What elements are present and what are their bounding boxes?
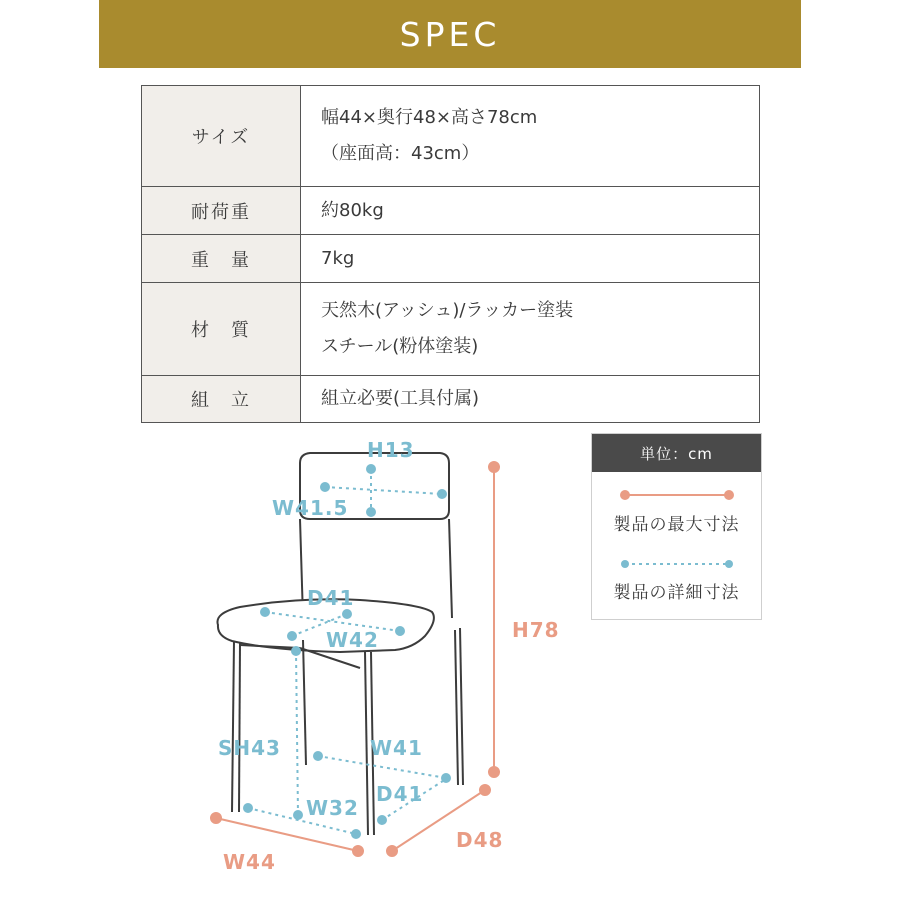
dim-label-d48: D48 [456, 828, 504, 852]
value-line: 組立必要(工具付属) [321, 388, 480, 409]
dim-label-w41-5: W41.5 [272, 496, 349, 520]
dim-label-w42: W42 [326, 628, 379, 652]
leg-back-right [455, 630, 458, 785]
dim-label-h78: H78 [512, 618, 560, 642]
dim-label-d41-seat: D41 [307, 586, 355, 610]
value-line: （座面高：43cm） [321, 143, 480, 164]
row-label: サイズ [142, 86, 301, 187]
row-label: 組 立 [142, 376, 301, 423]
value-line: スチール(粉体塗装) [321, 336, 479, 357]
row-label: 重 量 [142, 235, 301, 283]
value-line: 7kg [321, 247, 355, 269]
dim-label-h13: H13 [367, 438, 415, 462]
legend-unit: 単位：cm [592, 434, 761, 472]
dimension-legend [591, 433, 762, 620]
page-title: SPEC [399, 14, 501, 54]
legend-detail-line [621, 560, 733, 568]
leg-front-left [232, 641, 234, 812]
legend-max-line [621, 491, 733, 499]
leg-back-right-inner [460, 628, 463, 785]
legend-detail-label: 製品の詳細寸法 [613, 583, 740, 603]
leg-front-left-inner [239, 643, 240, 812]
row-label: 耐荷重 [142, 187, 301, 235]
leg-back-left [303, 640, 306, 765]
legend-max-label: 製品の最大寸法 [613, 515, 740, 535]
value-line: 天然木(アッシュ)/ラッカー塗装 [321, 300, 574, 321]
dim-label-w44: W44 [223, 850, 276, 874]
dim-label-sh43: SH43 [218, 736, 281, 760]
back-post-right [449, 519, 452, 618]
value-line: 幅44×奥行48×高さ78cm [321, 107, 538, 128]
dim-label-w32: W32 [306, 796, 359, 820]
leg-front-right [365, 652, 368, 835]
row-label: 材 質 [142, 283, 301, 376]
dim-label-w41-base: W41 [370, 736, 423, 760]
dim-label-d41-base: D41 [376, 782, 424, 806]
value-line: 約80kg [321, 199, 384, 221]
